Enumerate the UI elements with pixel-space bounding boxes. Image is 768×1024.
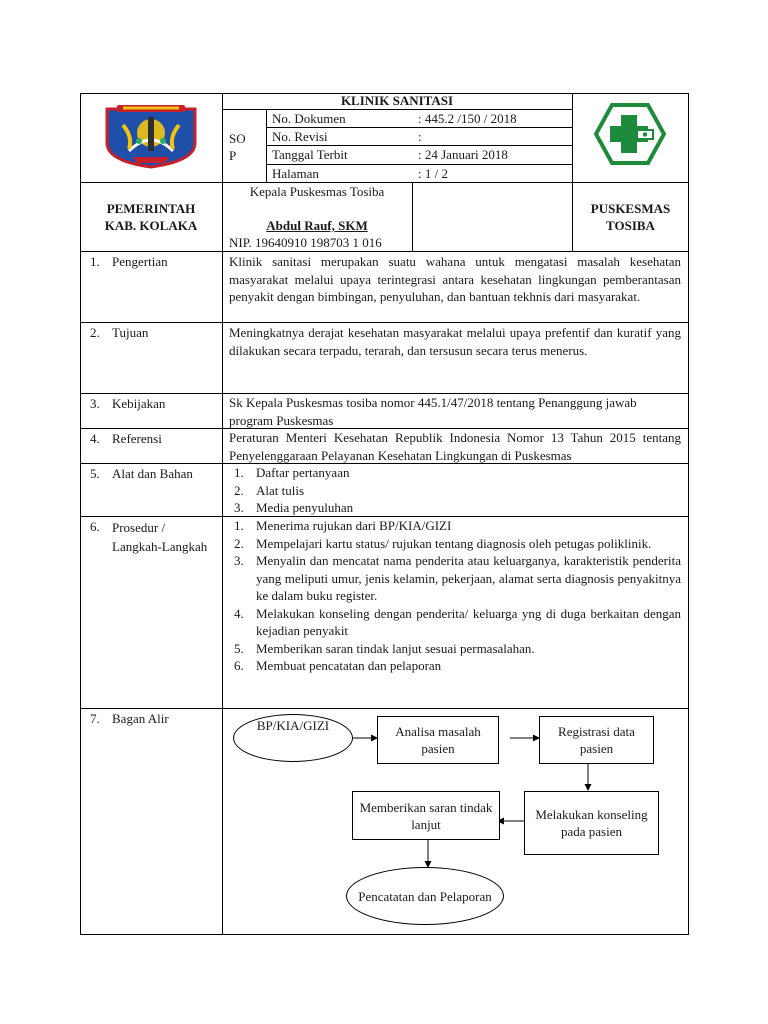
list-item: 2. Alat tulis [234,482,305,498]
list-item: 1. Daftar pertanyaan [234,465,350,480]
left-org-name: PEMERINTAH KAB. KOLAKA [104,201,198,233]
list-item: 3. Menyalin dan mencatat nama penderita atau keluarganya, karakteristik penderita yang meliputi umur, jenis kelamin, pekerjaan, alamat serta diagnosis penyakitnya ke dalam buku register. [234,553,681,603]
alat-list [227,464,681,517]
document-title: KLINIK SANITASI [340,93,454,108]
flow-node-start: BP/KIA/GIZI [233,714,353,762]
list-item: 2. Mempelajari kartu status/ rujukan tentang diagnosis oleh petugas poliklinik. [234,535,652,551]
prosedur-list [227,517,681,675]
list-item: 3. Media penyuluhan [234,500,354,515]
flow-node-registrasi: Registrasi data pasien [539,716,654,764]
puskesmas-logo [594,103,666,165]
flow-node-analisa: Analisa masalah pasien [377,716,499,764]
kolaka-emblem-logo [103,103,199,169]
flow-node-konseling: Melakukan konseling pada pasien [524,791,659,855]
flow-node-end: Pencatatan dan Pelaporan [346,867,504,925]
list-item: 4. Melakukan konseling dengan penderita/ keluarga yng di duga berkaitan dengan kejadian penyakit [234,605,681,638]
list-item: 6. Membuat pencatatan dan pelaporan [234,658,442,673]
sop-label: SO P [229,131,246,163]
list-item: 1. Menerima rujukan dari BP/KIA/GIZI [234,518,452,533]
flow-node-saran: Memberikan saran tindak lanjut [352,791,500,840]
right-org-name: PUSKESMAS TOSIBA [590,201,671,233]
list-item: 5. Memberikan saran tindak lanjut sesuai permasalahan. [234,640,535,656]
